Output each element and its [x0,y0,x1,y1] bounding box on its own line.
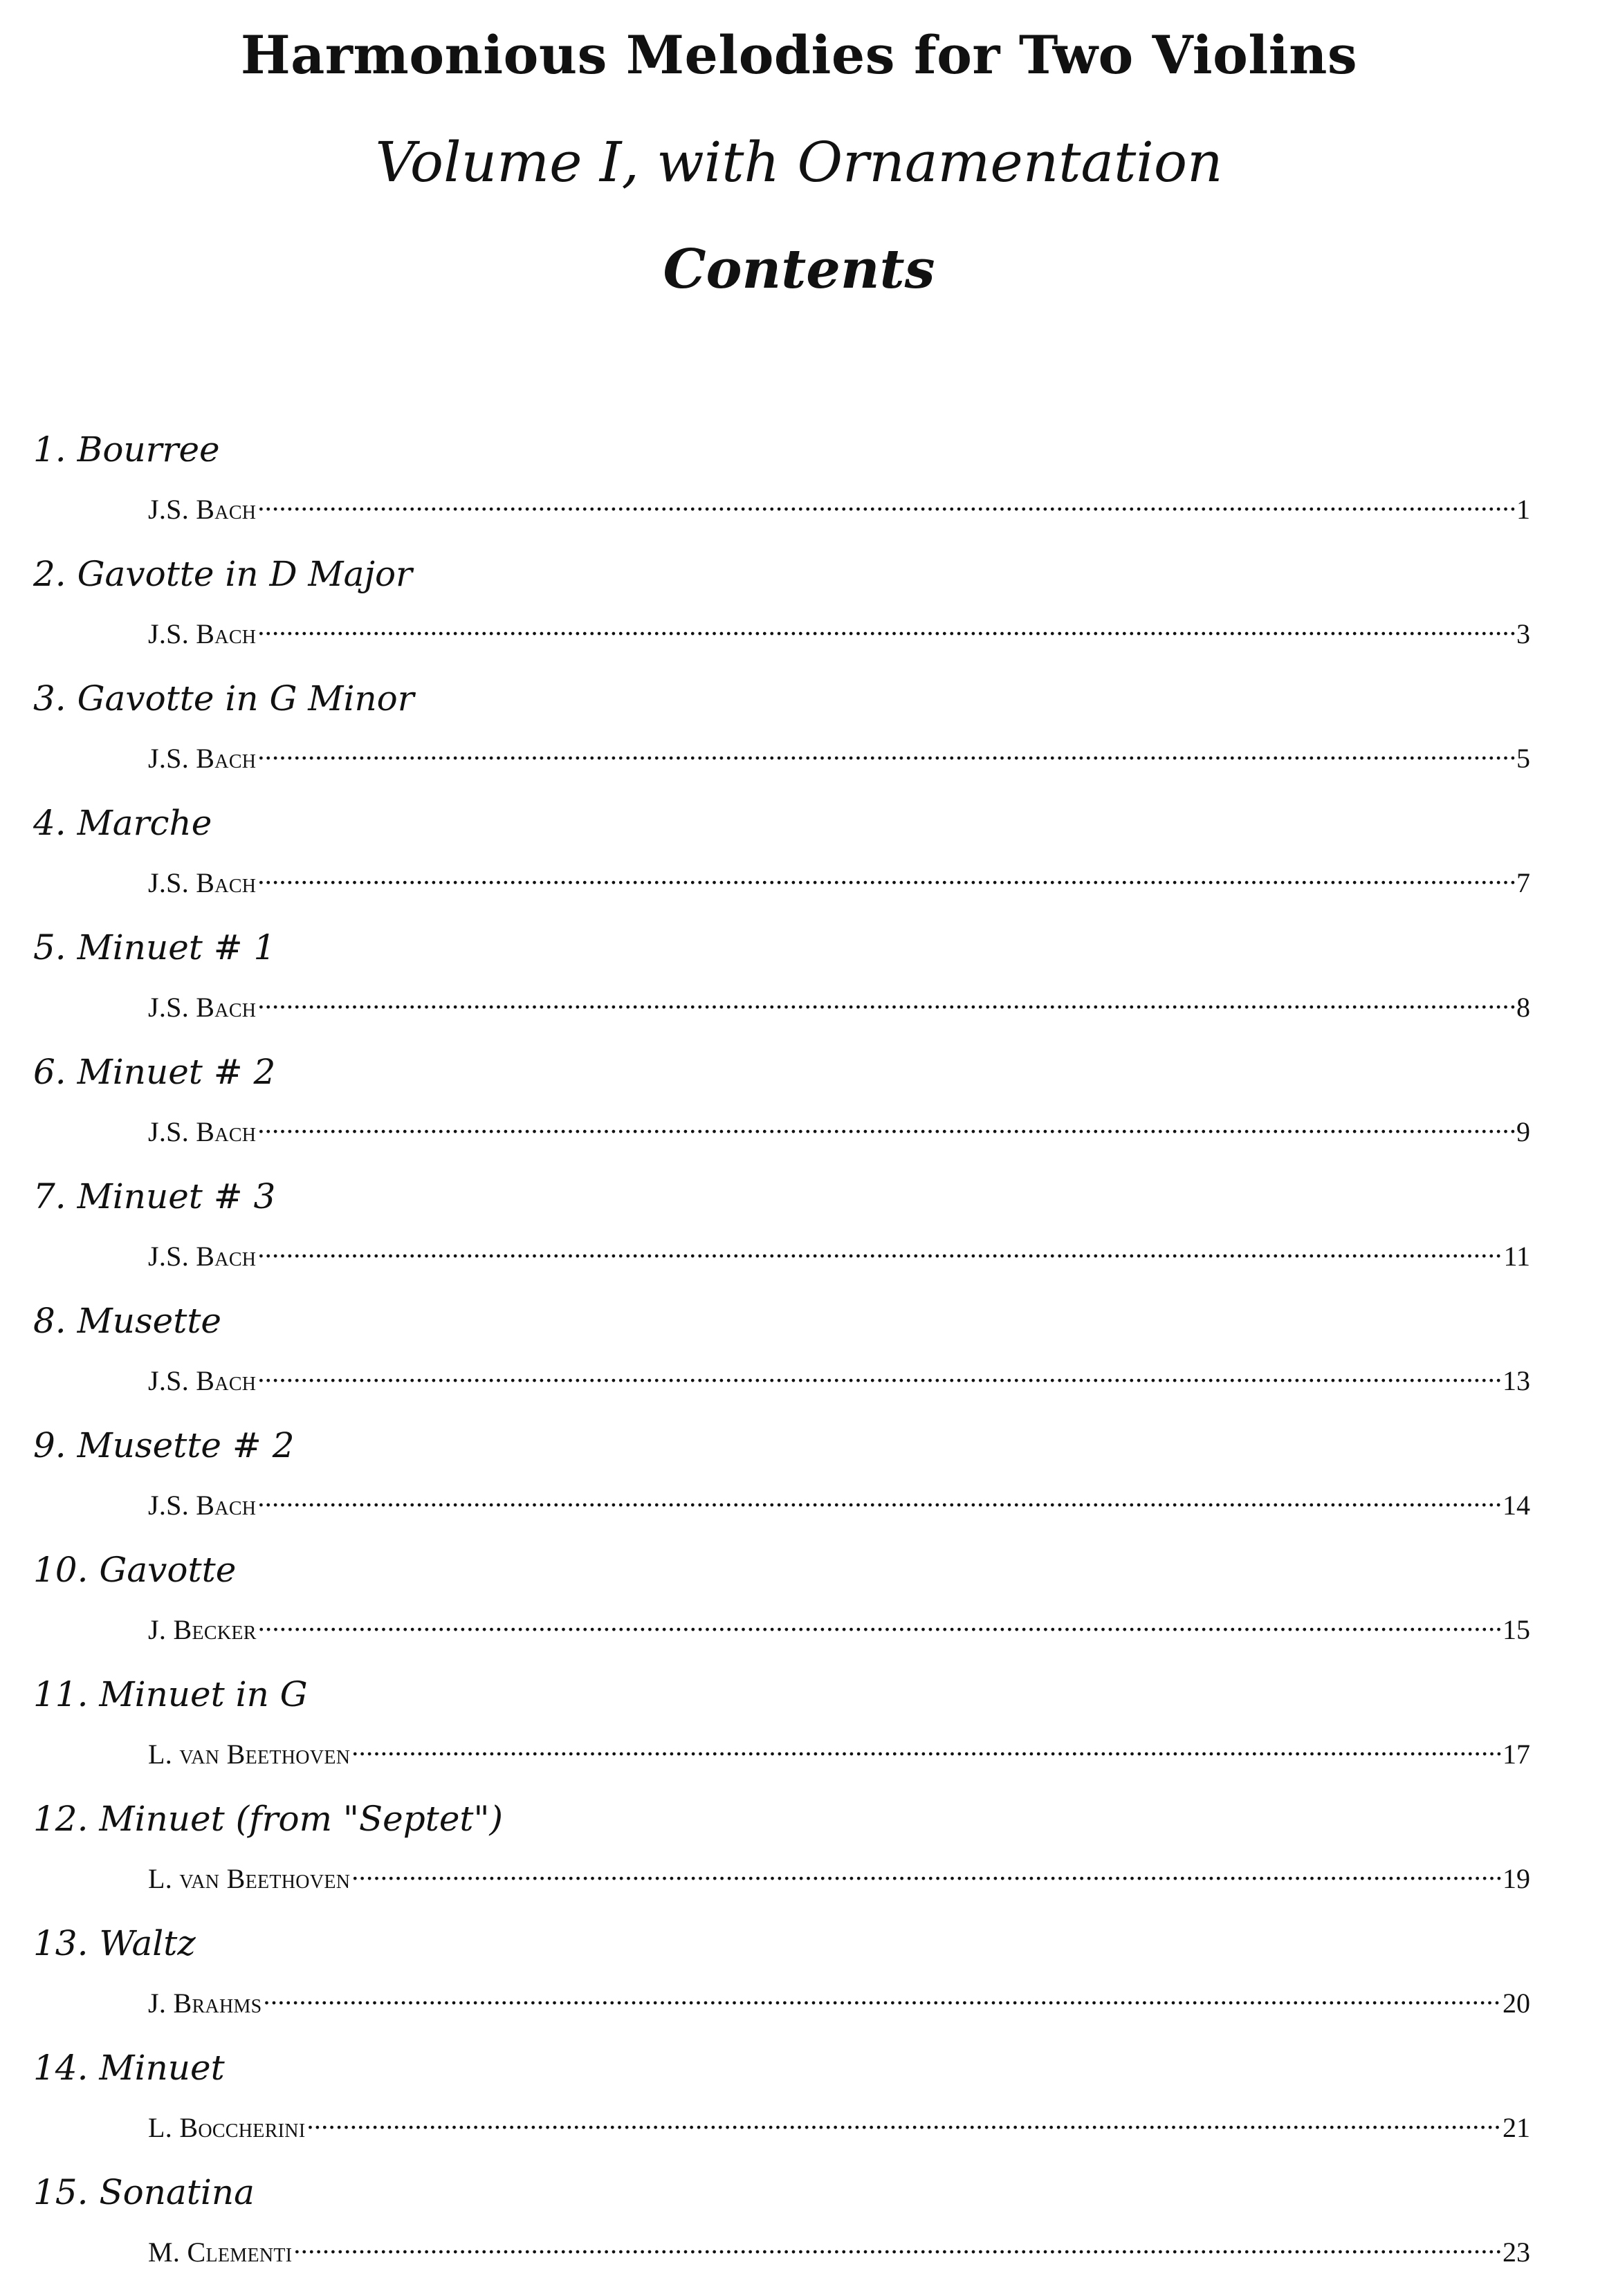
piece-title: 15. Sonatina [33,2172,255,2212]
page-number: 13 [1503,1365,1530,1396]
piece-title: 7. Minuet # 3 [33,1176,276,1216]
page-number: 3 [1516,618,1530,649]
piece-title: 8. Musette [33,1301,222,1341]
piece-title: 13. Waltz [33,1923,196,1963]
toc-entry [0,1300,1598,1425]
page-number: 11 [1503,1241,1530,1272]
toc-entry [0,1176,1598,1300]
dot-leader [256,1480,1501,1515]
piece-title: 3. Gavotte in G Minor [33,678,414,719]
toc-entry-line [148,1853,1530,1894]
toc-entry-line [148,1729,1530,1770]
contents-heading: Contents [663,238,935,301]
composer-name: J.S. Bach [148,618,257,649]
composer-name: M. Clementi [148,2237,293,2268]
page-number: 20 [1503,1988,1530,2019]
piece-title: 9. Musette # 2 [33,1425,295,1465]
dot-leader [292,2227,1501,2261]
dot-leader [256,858,1515,892]
piece-title: 12. Minuet (from "Septet") [33,1799,504,1839]
toc-entry [0,429,1598,553]
page-number: 15 [1503,1614,1530,1645]
composer-name: L. van Beethoven [148,1739,351,1770]
dot-leader [350,1853,1501,1888]
toc-entry [0,2172,1598,2296]
toc-entry [0,1051,1598,1176]
toc-entry-line [148,858,1530,898]
dot-leader [262,1978,1501,2012]
toc-entry [0,1674,1598,1798]
dot-leader [256,484,1515,519]
page-number: 23 [1503,2237,1530,2268]
toc-entry-line [148,982,1530,1023]
piece-title: 5. Minuet # 1 [33,927,276,968]
composer-name: J.S. Bach [148,743,257,774]
dot-leader [350,1729,1501,1763]
document-title: Harmonious Melodies for Two Violins [240,24,1358,86]
toc-entry [0,1425,1598,1549]
toc-entry-line [148,2227,1530,2268]
page-number: 21 [1503,2112,1530,2143]
toc-entry-line [148,1231,1530,1272]
toc-entry-line [148,1480,1530,1521]
toc-entry [0,927,1598,1051]
piece-title: 1. Bourree [33,429,220,470]
toc-entry-line [148,2102,1530,2143]
composer-name: J. Becker [148,1614,257,1645]
page-number: 19 [1503,1863,1530,1894]
page-number: 7 [1516,867,1530,898]
piece-title: 10. Gavotte [33,1550,237,1590]
composer-name: J.S. Bach [148,1241,257,1272]
dot-leader [256,1107,1515,1141]
dot-leader [256,733,1515,768]
toc-entry-line [148,733,1530,774]
toc-entry [0,2047,1598,2172]
piece-title: 14. Minuet [33,2048,225,2088]
piece-title: 11. Minuet in G [33,1674,308,1714]
toc-entry-line [148,1604,1530,1645]
toc-entry-line [148,484,1530,525]
toc-entry [0,1923,1598,2047]
toc-entry-line [148,1355,1530,1396]
toc-entry-line [148,609,1530,649]
toc-entry-line [148,1107,1530,1147]
dot-leader [256,1355,1501,1390]
page-number: 9 [1516,1116,1530,1147]
composer-name: J.S. Bach [148,1365,257,1396]
toc-entry-line [148,1978,1530,2019]
page-number: 17 [1503,1739,1530,1770]
composer-name: L. van Beethoven [148,1863,351,1894]
toc-entry [0,802,1598,927]
composer-name: L. Boccherini [148,2112,306,2143]
toc-entry [0,1798,1598,1923]
piece-title: 6. Minuet # 2 [33,1052,276,1092]
composer-name: J.S. Bach [148,1490,257,1521]
dot-leader [256,609,1515,643]
toc-entry [0,678,1598,802]
document-subtitle: Volume I, with Ornamentation [375,130,1223,194]
page-number: 5 [1516,743,1530,774]
composer-name: J.S. Bach [148,1116,257,1147]
piece-title: 2. Gavotte in D Major [33,554,412,594]
dot-leader [256,982,1515,1017]
dot-leader [256,1231,1502,1266]
dot-leader [305,2102,1501,2137]
table-of-contents [0,429,1598,2296]
dot-leader [257,1604,1501,1639]
page-number: 1 [1516,494,1530,525]
composer-name: J.S. Bach [148,992,257,1023]
toc-entry [0,553,1598,678]
toc-entry [0,1549,1598,1674]
page-number: 8 [1516,992,1530,1023]
composer-name: J.S. Bach [148,494,257,525]
page-number: 14 [1503,1490,1530,1521]
composer-name: J.S. Bach [148,867,257,898]
composer-name: J. Brahms [148,1988,262,2019]
piece-title: 4. Marche [33,803,212,843]
